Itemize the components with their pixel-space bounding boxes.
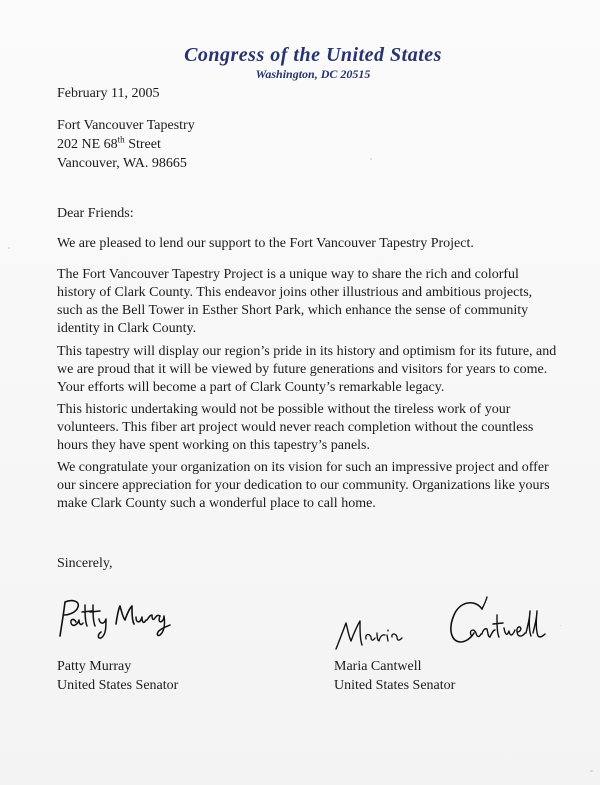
letterhead-subtitle: Washington, DC 20515: [255, 67, 371, 81]
paragraph-line: hours they have spent working on this tapestry’s panels.: [57, 438, 371, 453]
street-number: 202 NE 68: [57, 137, 118, 152]
recipient-city-state-zip: Vancouver, WA. 98665: [57, 156, 187, 171]
signature-patty-murray: [54, 593, 174, 641]
signer-name: Patty Murray: [57, 659, 132, 674]
closing: Sincerely,: [57, 556, 113, 571]
paragraph-line: history of Clark County. This endeavor joins other illustrious and ambitious projects,: [57, 285, 533, 300]
paragraph-line: such as the Bell Tower in Esther Short Park, which enhance the sense of community: [57, 303, 529, 318]
street-ordinal: th: [117, 134, 125, 145]
recipient-name: Fort Vancouver Tapestry: [57, 118, 195, 133]
paragraph-line: identity in Clark County.: [57, 321, 197, 336]
signature-block-left: [57, 657, 178, 695]
salutation: Dear Friends:: [57, 206, 134, 221]
paragraph-line: This tapestry will display our region’s pride in its history and optimism for its future, and: [57, 344, 557, 359]
scan-speck: [590, 770, 593, 772]
paragraph-line: This historic undertaking would not be possible without the tireless work of your: [57, 402, 511, 417]
paragraph-line: our sincere appreciation for your dedication to our community. Organizations like yours: [57, 478, 550, 493]
signature-block-right: [334, 657, 455, 695]
scan-speck: [370, 158, 372, 160]
letterhead: [183, 45, 443, 80]
paragraph-line: We congratulate your organization on its vision for such an impressive project and offer: [57, 460, 549, 475]
signer-title: United States Senator: [57, 678, 179, 693]
paragraph-4: [57, 401, 557, 455]
letter-date: February 11, 2005: [57, 86, 160, 101]
paragraph-line: We are pleased to lend our support to the Fort Vancouver Tapestry Project.: [57, 236, 474, 251]
scan-speck: [8, 247, 10, 249]
scan-speck: [560, 625, 561, 626]
paragraph-1: [57, 235, 557, 253]
paragraph-3: [57, 343, 557, 397]
recipient-street: [57, 135, 195, 154]
paragraph-2: [57, 266, 557, 338]
letterhead-title: Congress of the United States: [184, 44, 442, 66]
paragraph-line: volunteers. This fiber art project would never reach completion without the countless: [57, 420, 534, 435]
recipient-address: [57, 116, 195, 173]
signer-title: United States Senator: [334, 678, 456, 693]
paragraph-5: [57, 459, 557, 513]
street-name: Street: [124, 137, 161, 152]
paragraph-line: Your efforts will become a part of Clark County’s remarkable legacy.: [57, 380, 445, 395]
signature-maria-cantwell: [332, 591, 547, 655]
paragraph-line: The Fort Vancouver Tapestry Project is a unique way to share the rich and colorful: [57, 267, 519, 282]
paragraph-line: we are proud that it will be viewed by future generations and visitors for years to come.: [57, 362, 548, 377]
paragraph-line: make Clark County such a wonderful place to call home.: [57, 496, 376, 511]
signer-name: Maria Cantwell: [334, 659, 422, 674]
